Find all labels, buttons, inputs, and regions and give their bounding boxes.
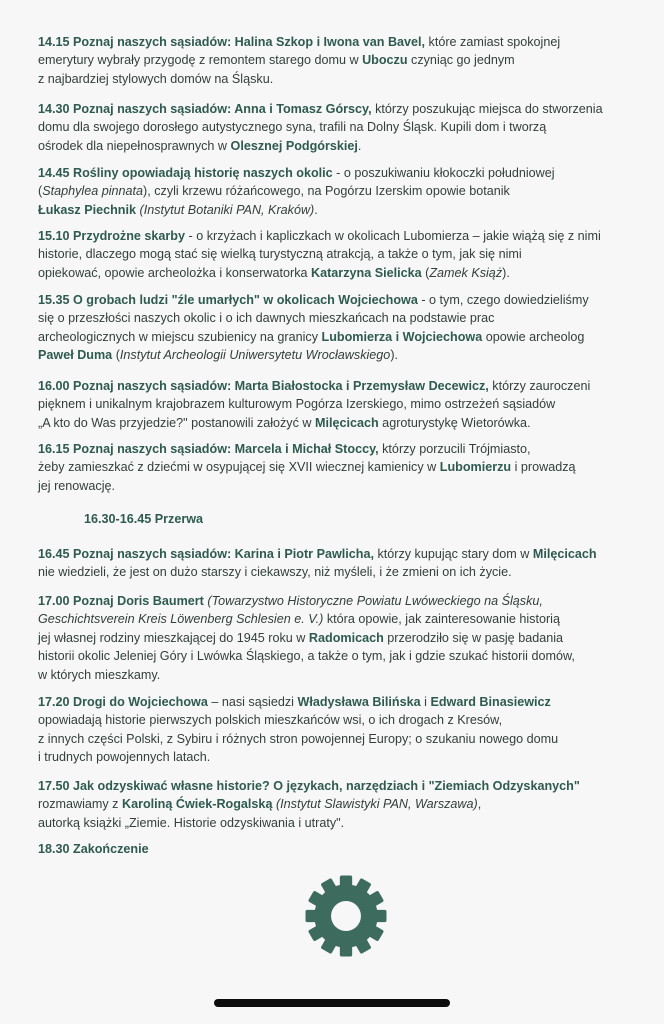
body-text: rozmawiamy z <box>38 797 122 812</box>
body-text: historii okolic Jeleniej Góry i Lwówka Śląskiego, a także o tym, jak i gdzie szukać historii domów, <box>38 649 575 664</box>
bold-text: 14.45 Rośliny opowiadają historię naszych okolic <box>38 166 333 180</box>
body-text: i prowadzą <box>511 460 576 475</box>
bold-text: Paweł Duma <box>38 348 113 363</box>
bold-text: Uboczu <box>362 53 408 68</box>
bold-text: Radomicach <box>308 630 384 645</box>
body-text: ( <box>38 184 43 199</box>
body-text: - o poszukiwaniu kłokoczki południowej <box>332 166 555 180</box>
bold-text: Edward Binasiewicz <box>430 695 551 709</box>
bold-text: Katarzyna Sielicka <box>311 265 422 280</box>
body-text: którzy kupując stary dom w <box>373 547 533 561</box>
program-entry <box>38 164 650 219</box>
body-text: autorką książki „Ziemie. Historie odzyskiwania i utraty". <box>38 815 345 830</box>
bold-text: 14.30 Poznaj naszych sąsiadów: Anna i Tomasz Górscy, <box>38 102 372 116</box>
body-text: ośrodek dla niepełnosprawnych w <box>38 138 231 153</box>
body-text: historie, dlaczego mogą stać się wielką turystyczną atrakcją, a także o tym, jak się nimi <box>38 247 522 262</box>
body-text: z innych części Polski, z Sybiru i różnych stron powojennej Europy; o szukaniu nowego domu <box>38 731 559 746</box>
gear-logo-icon <box>302 872 390 960</box>
body-text: ( <box>112 348 120 363</box>
body-text: domu dla swojego dorosłego autystycznego syna, trafili na Dolny Śląsk. Kupili dom i tworzą <box>38 120 547 135</box>
bold-text: 16.45 Poznaj naszych sąsiadów: Karina i Piotr Pawlicha, <box>38 547 374 561</box>
body-text: którzy porzucili Trójmiasto, <box>378 442 531 456</box>
bold-text: Milęcicach <box>314 415 379 430</box>
program-entry <box>38 377 650 432</box>
home-indicator-bar[interactable] <box>214 999 450 1007</box>
program-entry <box>38 592 650 684</box>
bold-text: Karoliną Ćwiek-Rogalską <box>121 797 273 812</box>
body-text: przerodziło się w pasję badania <box>383 630 564 645</box>
body-text: pięknem i unikalnym krajobrazem kulturowym Pogórza Izerskiego, mimo ostrzeżeń sąsiadów <box>38 397 556 412</box>
bold-text: Olesznej Podgórskiej <box>230 138 358 153</box>
bold-text: 17.00 Poznaj Doris Baumert <box>38 594 204 608</box>
body-text: „A kto do Was przyjedzie?" postanowili założyć w <box>38 415 315 430</box>
bold-text: Lubomierza i Wojciechowa <box>321 329 483 344</box>
bold-text: Milęcicach <box>532 547 597 561</box>
italic-text: Geschichtsverein Kreis Löwenberg Schlesien e. V.) <box>38 612 324 627</box>
body-text: agroturystykę Wietorówka. <box>378 415 531 430</box>
italic-text: (Instytut Botaniki PAN, Kraków) <box>139 202 315 217</box>
program-entry <box>38 440 650 495</box>
bold-text: 14.15 Poznaj naszych sąsiadów: Halina Szkop i Iwona van Bavel, <box>38 35 426 49</box>
body-text: opowie archeolog <box>482 329 585 344</box>
body-text: i trudnych powojennych latach. <box>38 750 211 765</box>
bold-text: 15.10 Przydrożne skarby <box>38 229 186 243</box>
body-text: , <box>477 797 482 812</box>
body-text: emerytury wybrały przygodę z remontem starego domu w <box>38 53 363 68</box>
body-text: w których mieszkamy. <box>38 667 161 682</box>
bold-text: Łukasz Piechnik <box>38 202 136 217</box>
body-text: - o krzyżach i kapliczkach w okolicach Lubomierza – jakie wiążą się z nimi <box>185 229 601 243</box>
body-text: którzy poszukując miejsca do stworzenia <box>371 102 603 116</box>
italic-text: (Instytut Slawistyki PAN, Warszawa) <box>275 797 478 812</box>
italic-text: (Towarzystwo Historyczne Powiatu Lwóweckiego na Śląsku, <box>207 594 543 608</box>
program-entry <box>38 291 650 365</box>
bold-text: 16.00 Poznaj naszych sąsiadów: Marta Białostocka i Przemysław Decewicz, <box>38 379 489 393</box>
bold-text: 15.35 O grobach ludzi "źle umarłych" w okolicach Wojciechowa <box>38 293 418 307</box>
program-entry <box>38 100 650 155</box>
bold-text: 16.15 Poznaj naszych sąsiadów: Marcela i Michał Stoccy, <box>38 442 379 456</box>
program-entry <box>38 777 650 832</box>
end-title: 18.30 Zakończenie <box>38 842 149 856</box>
body-text: żeby zamieszkać z dziećmi w osypującej się XVII wiecznej kamienicy w <box>38 460 440 475</box>
italic-text: Staphylea pinnata <box>42 184 144 199</box>
body-text: - o tym, czego dowiedzieliśmy <box>417 293 589 307</box>
body-text: którzy zauroczeni <box>488 379 591 393</box>
body-text: jej własnej rodziny mieszkającej do 1945 roku w <box>38 630 309 645</box>
body-text: archeologicznych w miejscu szubienicy na granicy <box>38 329 322 344</box>
body-text: która opowie, jak zainteresowanie historią <box>323 612 560 627</box>
italic-text: Instytut Archeologii Uniwersytetu Wrocławskiego <box>119 348 391 363</box>
body-text: się o przeszłości naszych okolic i o ich dawnych mieszkańcach na podstawie prac <box>38 311 495 326</box>
body-text: ), czyli krzewu różańcowego, na Pogórzu Izerskim opowie botanik <box>143 184 510 199</box>
body-text: i <box>420 695 431 709</box>
body-text: z najbardziej stylowych domów na Śląsku. <box>38 71 274 86</box>
program-entry <box>38 545 650 582</box>
body-text: – nasi sąsiedzi <box>207 695 298 709</box>
body-text: . <box>357 138 362 153</box>
body-text: nie wiedzieli, że jest on dużo starszy i ciekawszy, niż myśleli, i że zmieni on ich życie. <box>38 565 512 580</box>
body-text: ( <box>421 265 430 280</box>
body-text: opiekować, opowie archeolożka i konserwatorka <box>38 265 312 280</box>
body-text: czyniąc go jednym <box>407 53 515 68</box>
italic-text: Zamek Książ <box>429 265 503 280</box>
bold-text: Władysława Bilińska <box>297 695 421 709</box>
body-text: ). <box>502 265 510 280</box>
bold-text: 17.20 Drogi do Wojciechowa <box>38 695 208 709</box>
body-text: które zamiast spokojnej <box>425 35 561 49</box>
body-text: opowiadają historie pierwszych polskich mieszkańców wsi, o ich drogach z Kresów, <box>38 713 503 728</box>
program-entry <box>38 33 650 88</box>
break-title: 16.30-16.45 Przerwa <box>84 512 204 526</box>
bold-text: Lubomierzu <box>439 460 512 475</box>
program-entry <box>38 227 650 282</box>
body-text: ). <box>390 348 399 363</box>
body-text: . <box>314 202 318 217</box>
program-entry <box>38 693 650 767</box>
body-text: jej renowację. <box>38 478 116 493</box>
bold-text: 17.50 Jak odzyskiwać własne historie? O językach, narzędziach i "Ziemiach Odzyskanych" <box>38 779 580 793</box>
